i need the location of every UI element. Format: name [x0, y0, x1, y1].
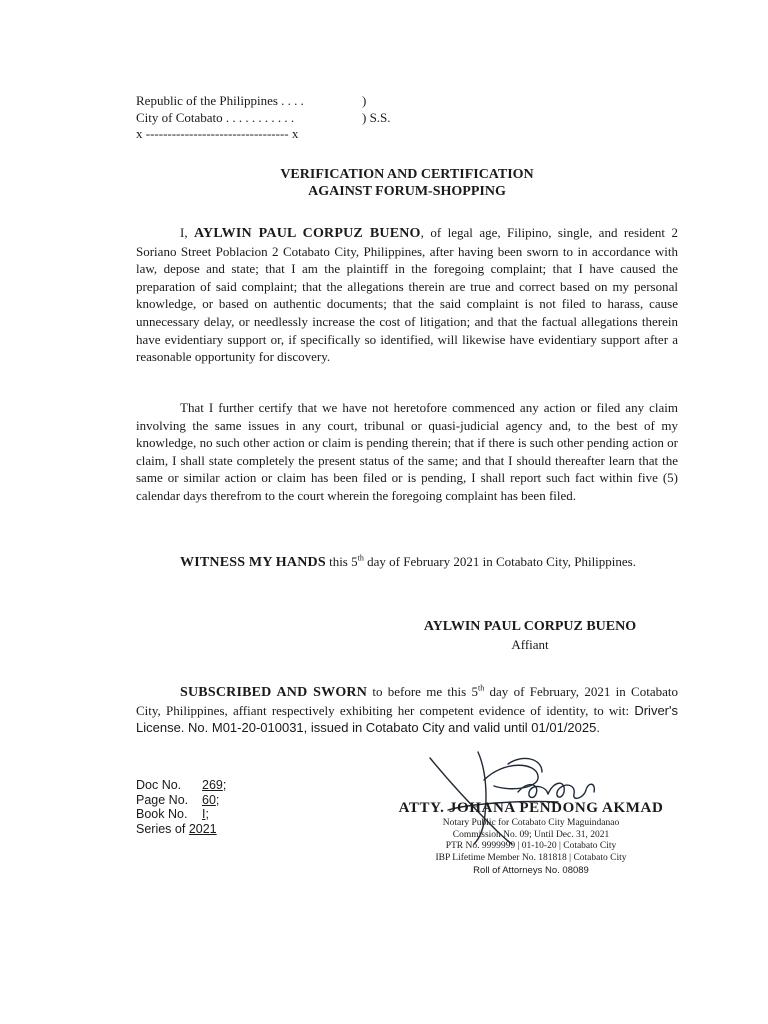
affiant-block: [390, 618, 670, 653]
verification-body: , of legal age, Filipino, single, and resident 2 Soriano Street Poblacion 2 Cotabato City, Philippines, after having been sworn to in accordance with law, depose and state; that I am the plaintiff in the foregoing complaint; that I have caused the preparation of said complaint; that the allegations therein are true and correct based on my personal knowledge, or based on authentic documents; that the said complaint is not filed to harass, cause unnecessary delay, or needlessly increase the cost of litigation; and that the factual allegations therein have evidentiary support or, if specifically so identified, will likewise have evidentiary support after a reasonable opportunity for discovery.: [136, 225, 678, 365]
document-title: [136, 166, 678, 200]
verification-prefix: I,: [180, 225, 195, 240]
notary-commission-no: Commission No. 09; Until Dec. 31, 2021: [452, 829, 610, 840]
certification-body: That I further certify that we have not heretofore commenced any action or filed any claim involving the same issues in any court, tribunal or quasi-judicial agency and, to the best of my knowledge, no such other action or claim is pending therein; that if there is such other pending action or claim, I shall state completely the present status of the same; and that I should thereafter learn that the same or similar action or claim has been filed or is pending, I shall report such fact within five (5) calendar days therefrom to the court wherein the foregoing complaint has been filed.: [136, 400, 678, 503]
venue-caption: [136, 93, 391, 143]
venue-republic: Republic of the Philippines . . . .: [136, 93, 304, 108]
affiant-name: AYLWIN PAUL CORPUZ BUENO: [423, 619, 637, 634]
venue-city: City of Cotabato . . . . . . . . . . .: [136, 109, 295, 125]
venue-separator: x --------------------------------- x: [136, 126, 299, 141]
witness-lead: WITNESS MY HANDS: [180, 555, 326, 570]
notarial-register: [136, 778, 226, 836]
book-no-value: I: [202, 807, 206, 822]
notary-ptr: PTR No. 9999999 | 01-10-20 | Cotabato City: [445, 841, 617, 852]
affiant-name-inline: AYLWIN PAUL CORPUZ BUENO: [194, 226, 421, 241]
affiant-role: Affiant: [511, 637, 549, 652]
series-value: 2021: [188, 821, 217, 836]
jurat-paragraph: [136, 683, 678, 737]
doc-no-value: 269: [202, 778, 223, 792]
jurat-text-b: day of February, 2021 in Cotabato City, Philippines, affiant respectively exhibiting her competent evidence of identity, to wit:: [136, 684, 678, 718]
notary-block: [370, 798, 692, 877]
witness-text-a: this 5: [325, 554, 358, 569]
doc-no-label: Doc No.: [136, 778, 182, 792]
jurat-id-text: Driver's License. No. M01-20-010031, issued in Cotabato City and valid until 01/01/2025.: [136, 702, 678, 736]
notary-name: ATTY. JOHANA PENDONG AKMAD: [398, 800, 664, 816]
jurat-lead: SUBSCRIBED AND SWORN: [180, 685, 368, 700]
title-line-1: VERIFICATION AND CERTIFICATION: [280, 167, 534, 182]
notary-roll: Roll of Attorneys No. 08089: [473, 864, 589, 876]
doc-no-sep: ;: [222, 778, 227, 792]
witness-text-b: day of February 2021 in Cotabato City, Philippines.: [363, 554, 636, 569]
witness-ordinal: th: [357, 553, 364, 563]
page-no-value: 60: [202, 792, 216, 807]
witness-paragraph: [136, 553, 678, 572]
book-no-label: Book No.: [136, 807, 188, 822]
verification-paragraph: [136, 224, 678, 366]
jurat-ordinal: th: [478, 683, 485, 693]
venue-paren: ): [362, 93, 367, 108]
title-line-2: AGAINST FORUM-SHOPPING: [308, 184, 506, 199]
jurat-text-a: to before me this 5: [367, 684, 478, 699]
notary-ibp: IBP Lifetime Member No. 181818 | Cotabato City: [435, 853, 627, 864]
series-label: Series of: [136, 821, 186, 836]
certification-paragraph: [136, 399, 678, 505]
venue-ss: ) S.S.: [362, 109, 391, 125]
book-no-sep: ;: [205, 807, 209, 822]
page-no-label: Page No.: [136, 792, 189, 807]
page-no-sep: ;: [215, 792, 220, 807]
notary-commission-area: Notary Public for Cotabato City Maguindanao: [442, 818, 620, 828]
